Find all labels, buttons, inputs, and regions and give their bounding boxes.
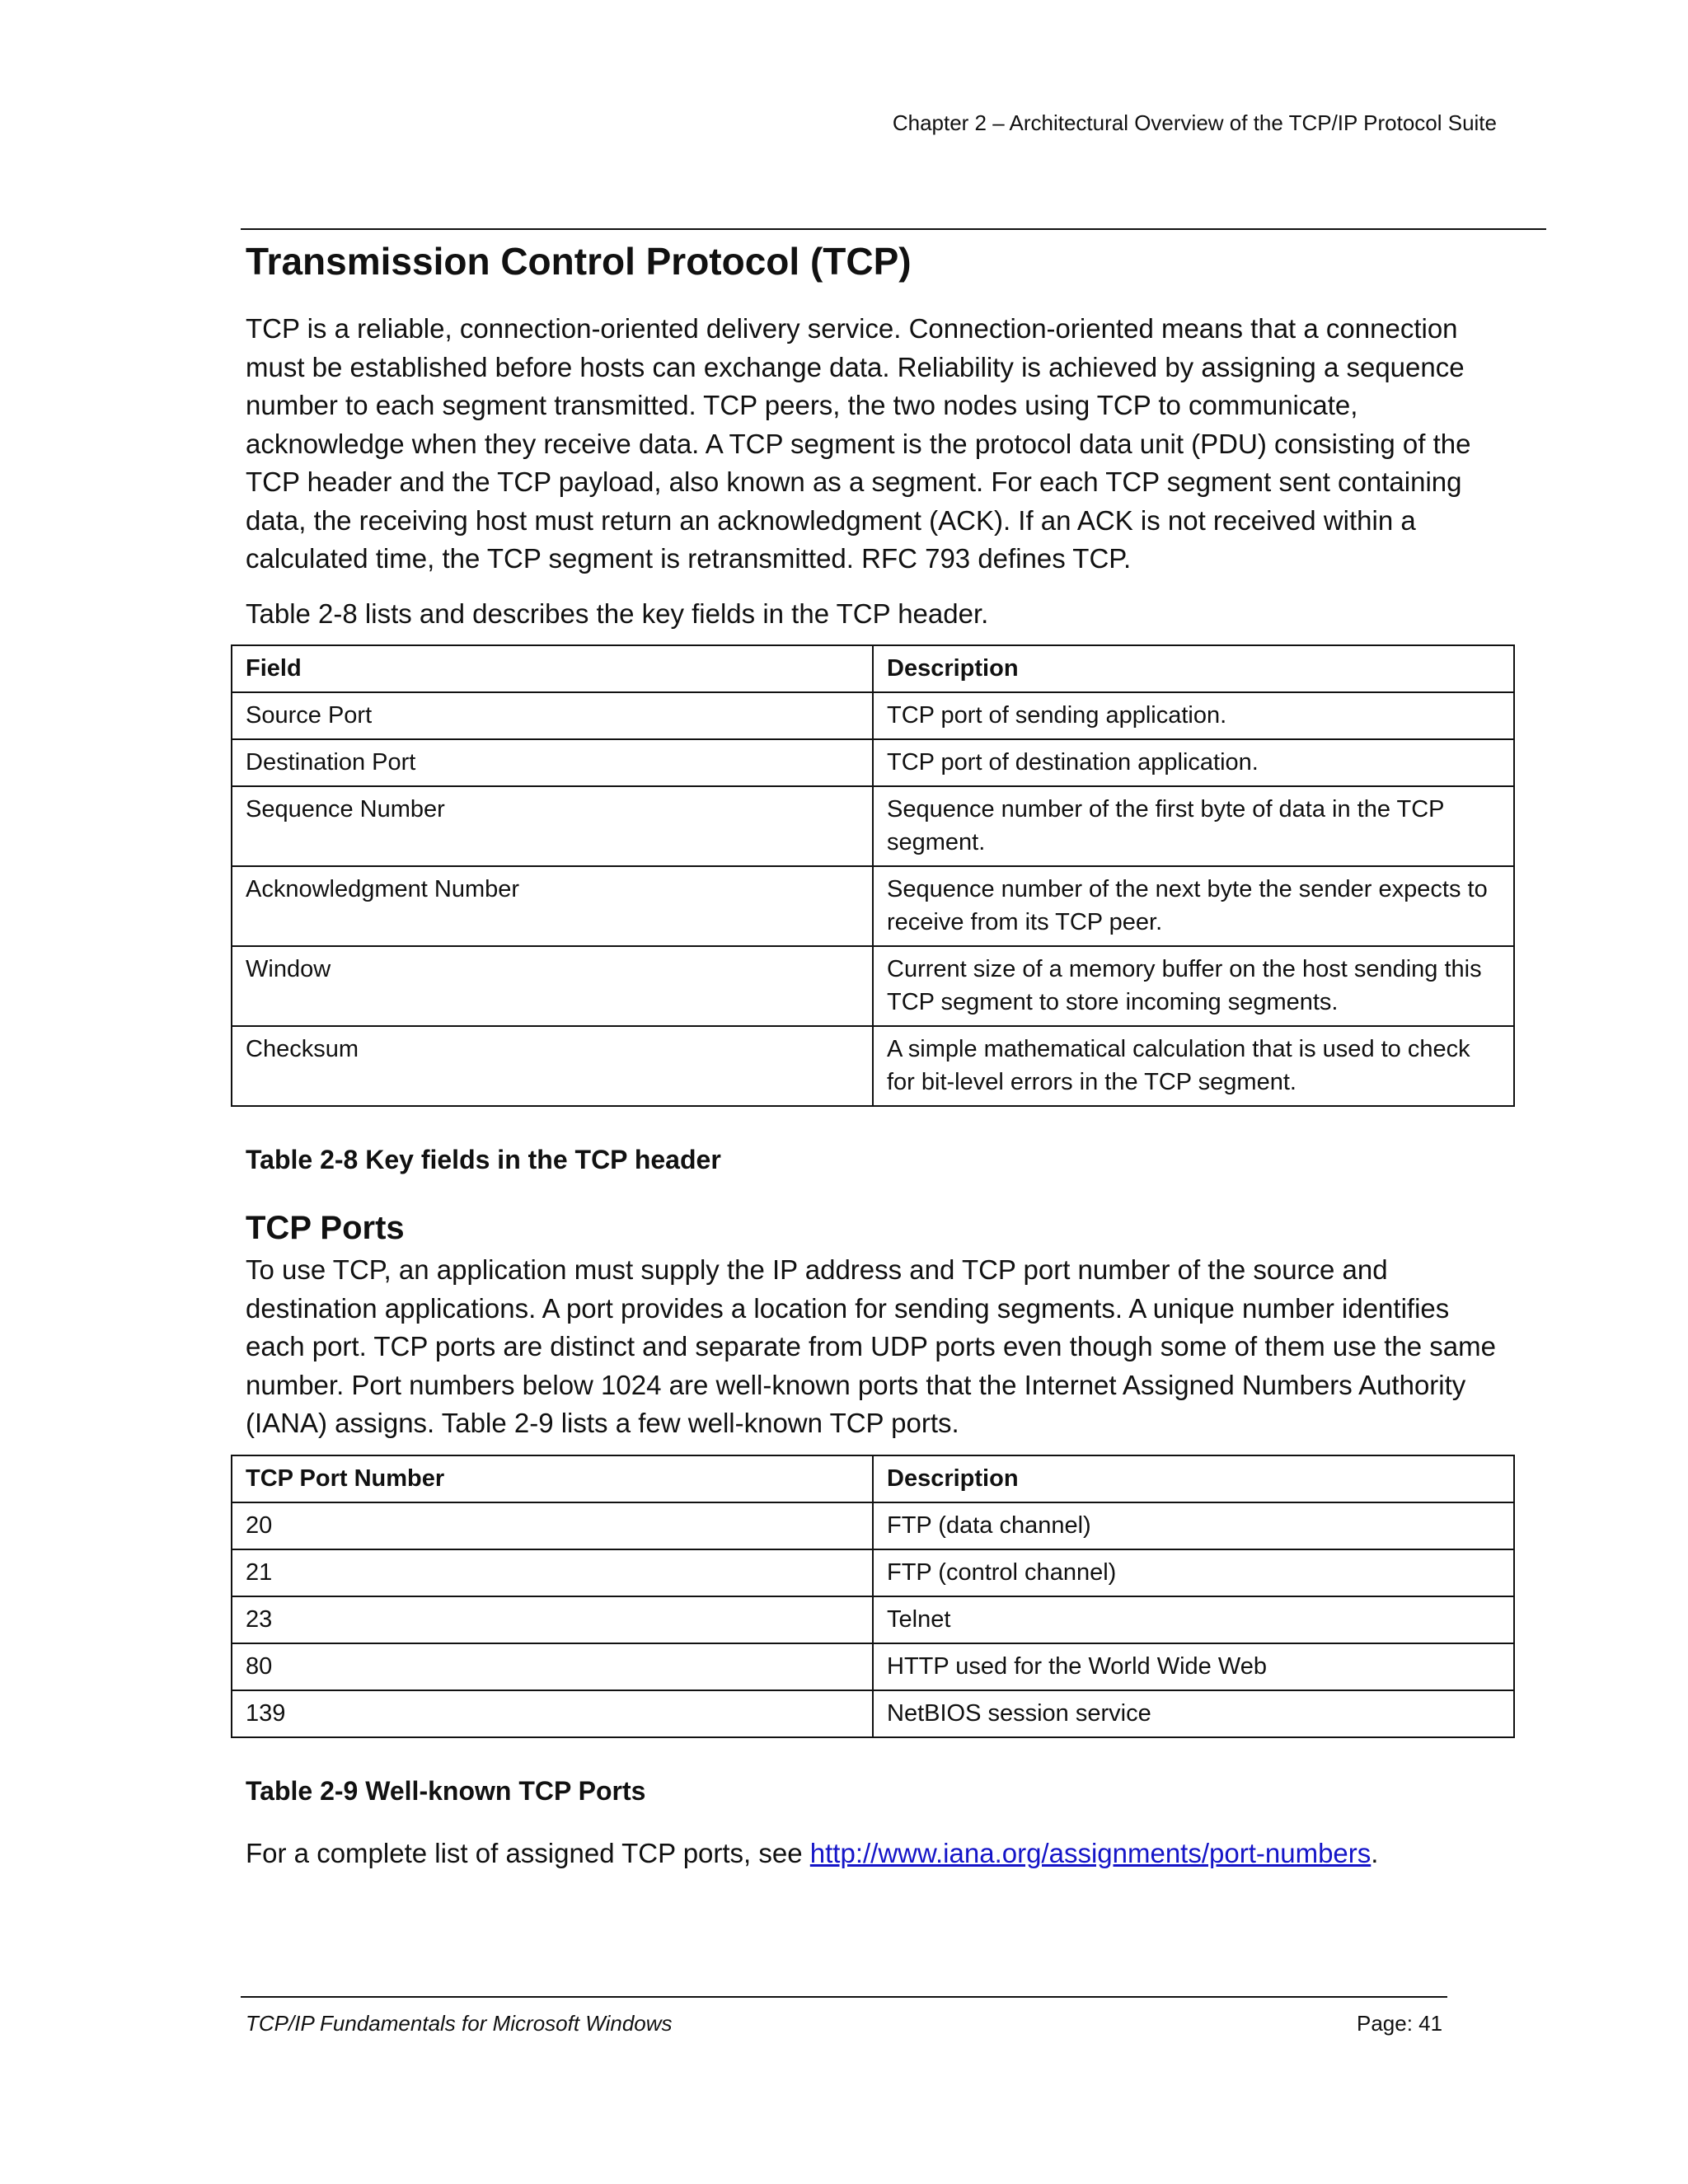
field-description-cell: A simple mathematical calculation that is used to check for bit-level errors in the TCP segment.	[873, 1026, 1514, 1106]
field-name-cell: Checksum	[232, 1026, 873, 1106]
table-row	[232, 1643, 1514, 1690]
port-number-cell: 139	[232, 1690, 873, 1737]
tcp-header-fields-table	[231, 644, 1515, 1107]
header-rule	[241, 228, 1546, 230]
field-name-cell: Acknowledgment Number	[232, 866, 873, 946]
well-known-ports-table	[231, 1455, 1515, 1738]
port-number-cell: 80	[232, 1643, 873, 1690]
table-row	[232, 1596, 1514, 1643]
table-header-row	[232, 1455, 1514, 1502]
field-description-cell: Current size of a memory buffer on the host sending this TCP segment to store incoming segments.	[873, 946, 1514, 1026]
column-header-description: Description	[873, 1455, 1514, 1502]
port-description-cell: FTP (control channel)	[873, 1549, 1514, 1596]
footer-page-number: Page: 41	[1357, 2011, 1443, 2036]
column-header-description: Description	[873, 645, 1514, 692]
table-row	[232, 786, 1514, 866]
table-row	[232, 1026, 1514, 1106]
table-row	[232, 1502, 1514, 1549]
field-description-cell: TCP port of destination application.	[873, 739, 1514, 786]
port-description-cell: FTP (data channel)	[873, 1502, 1514, 1549]
field-description-cell: Sequence number of the first byte of data in the TCP segment.	[873, 786, 1514, 866]
table-caption-2-9: Table 2-9 Well-known TCP Ports	[246, 1776, 646, 1807]
table-row	[232, 866, 1514, 946]
table-row	[232, 946, 1514, 1026]
intro-paragraph: TCP is a reliable, connection-oriented delivery service. Connection-oriented means that a connection must be established before hosts can exchange data. Reliability is achieved by assigning a sequence number to each segment transmitted. TCP peers, the two nodes using TCP to communicate, acknowledge when they receive data. A TCP segment is the protocol data unit (PDU) consisting of the TCP header and the TCP payload, also known as a segment. For each TCP segment sent containing data, the receiving host must return an acknowledgment (ACK). If an ACK is not received within a calculated time, the TCP segment is retransmitted. RFC 793 defines TCP.	[246, 313, 1471, 574]
running-header: Chapter 2 – Architectural Overview of the TCP/IP Protocol Suite	[892, 110, 1497, 135]
column-header-field: Field	[232, 645, 873, 692]
field-name-cell: Sequence Number	[232, 786, 873, 866]
table-row	[232, 1549, 1514, 1596]
page-content	[246, 231, 1515, 1873]
field-name-cell: Window	[232, 946, 873, 1026]
port-number-cell: 20	[232, 1502, 873, 1549]
section-title: Transmission Control Protocol (TCP)	[246, 240, 912, 283]
table-row	[232, 692, 1514, 739]
table-row	[232, 1690, 1514, 1737]
column-header-port-number: TCP Port Number	[232, 1455, 873, 1502]
port-number-cell: 21	[232, 1549, 873, 1596]
field-name-cell: Source Port	[232, 692, 873, 739]
field-name-cell: Destination Port	[232, 739, 873, 786]
table-header-row	[232, 645, 1514, 692]
port-number-cell: 23	[232, 1596, 873, 1643]
subsection-title: TCP Ports	[246, 1210, 405, 1247]
footer-book-title: TCP/IP Fundamentals for Microsoft Windows	[246, 2011, 673, 2036]
iana-port-numbers-link[interactable]: http://www.iana.org/assignments/port-numbers	[809, 1838, 1372, 1869]
port-description-cell: HTTP used for the World Wide Web	[873, 1643, 1514, 1690]
footer-rule	[241, 1996, 1447, 1998]
port-description-cell: NetBIOS session service	[873, 1690, 1514, 1737]
field-description-cell: Sequence number of the next byte the sender expects to receive from its TCP peer.	[873, 866, 1514, 946]
table-intro-paragraph: Table 2-8 lists and describes the key fields in the TCP header.	[246, 598, 989, 629]
complete-list-paragraph	[246, 1835, 1515, 1873]
table-row	[232, 739, 1514, 786]
ports-paragraph: To use TCP, an application must supply the IP address and TCP port number of the source and destination applications. A port provides a location for sending segments. A unique number identifies each port. TCP ports are distinct and separate from UDP ports even though some of them use the same number. Port numbers below 1024 are well-known ports that the Internet Assigned Numbers Authority (IANA) assigns. Table 2-9 lists a few well-known TCP ports.	[246, 1254, 1496, 1439]
complete-list-suffix: .	[1371, 1838, 1379, 1869]
table-caption-2-8: Table 2-8 Key fields in the TCP header	[246, 1145, 721, 1175]
field-description-cell: TCP port of sending application.	[873, 692, 1514, 739]
port-description-cell: Telnet	[873, 1596, 1514, 1643]
complete-list-prefix: For a complete list of assigned TCP ports, see	[246, 1838, 810, 1869]
